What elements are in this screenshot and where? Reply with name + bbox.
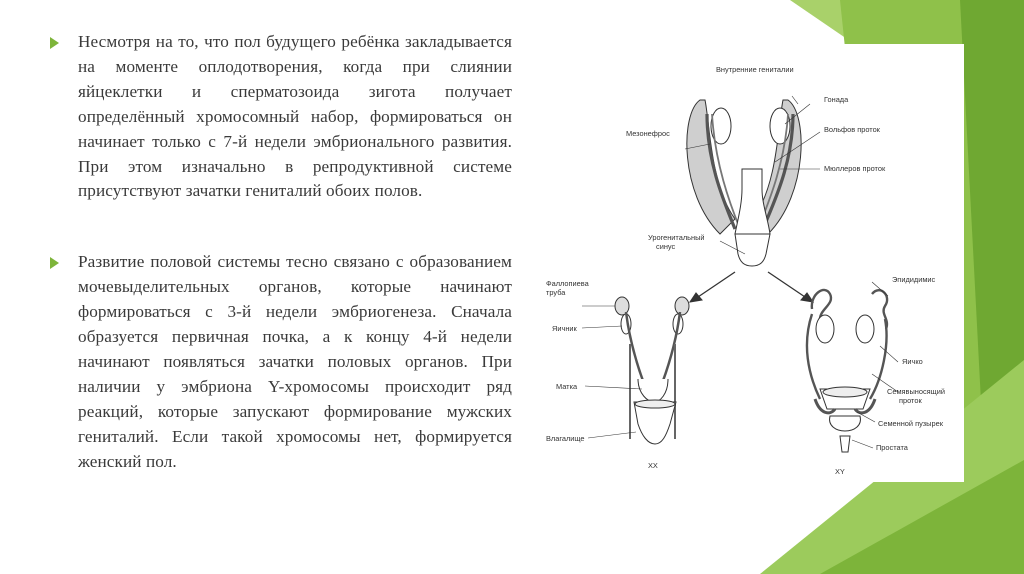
text-column [50,30,512,475]
label-vagina: Влагалище [546,434,585,443]
bullet-paragraph-1 [50,30,512,204]
label-uterus: Матка [556,382,578,391]
label-fallopian-tube-2: труба [546,288,566,297]
label-xy: XY [835,467,845,476]
label-gonad: Гонада [824,95,849,104]
label-urogenital-sinus: Урогенитальный [648,233,705,242]
label-testis: Яичко [902,357,923,366]
label-wolffian-duct: Вольфов проток [824,125,880,134]
label-prostate: Простата [876,443,908,452]
label-epididymis: Эпидидимис [892,275,936,284]
label-fallopian-tube: Фаллопиева [546,279,589,288]
label-mesonephros: Мезонефрос [626,129,670,138]
bullet-paragraph-2 [50,250,512,474]
label-xx: XX [648,461,658,470]
label-ovary: Яичник [552,324,577,333]
label-mullerian-duct: Мюллеров проток [824,164,886,173]
label-urogenital-sinus-2: синус [656,242,676,251]
diagram-svg [530,44,964,482]
label-vas-deferens: Семявыносящий [887,387,945,396]
bullet-arrow-icon [50,37,59,49]
paragraph-text: Несмотря на то, что пол будущего ребёнка закладывается на моменте оплодотворения, когда при слиянии яйцеклетки и сперматозоида зигота получает определённый хромосомный набор, формироваться он начинает только с 7-й недели эмбрионального развития. При этом изначально в репродуктивной системе присутствуют зачатки гениталий обоих полов. [78,32,512,201]
bullet-arrow-icon [50,257,59,269]
paragraph-text: Развитие половой системы тесно связано с образованием мочевыделительных органов, которые начинают формироваться с 3-й недели эмбриогенеза. Сначала образуется первичная почка, а к концу 4-й недели начинают появляться зачатки половых органов. При наличии у эмбриона Y-хромосомы происходит ряд реакций, которые запускают формирование мужских гениталий. Если такой хромосомы нет, формируется женский пол. [78,252,512,471]
label-internal-genitalia: Внутренние гениталии [716,65,794,74]
label-seminal-vesicle: Семенной пузырек [878,419,943,428]
label-vas-deferens-2: проток [899,396,922,405]
reproductive-development-diagram [530,44,964,482]
